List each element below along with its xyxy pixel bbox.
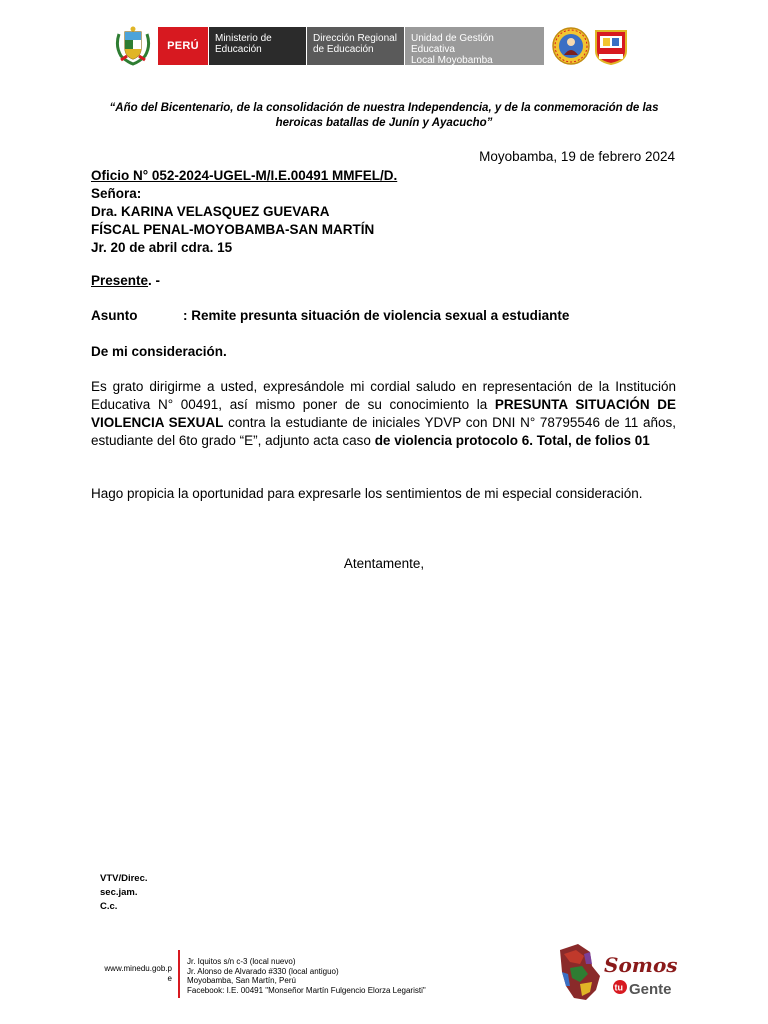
footer-address-line-1: Jr. Iquitos s/n c-3 (local nuevo)	[187, 957, 296, 966]
ref-line-3: C.c.	[100, 901, 118, 912]
somos-word: Somos	[604, 953, 678, 977]
body-paragraph-1	[91, 378, 676, 450]
ugel-label	[404, 27, 544, 65]
year-motto	[90, 101, 678, 131]
body-text-2: contra la estudiante de iniciales YDVP con DNI N° 78795546 de 11 años, estudiante del 6to grado “E”, adjunto acta caso	[91, 415, 677, 448]
motto-line-2: heroicas batallas de Junín y Ayacucho”	[275, 117, 493, 129]
presente-suffix: . -	[148, 273, 161, 288]
recipient-position: FÍSCAL PENAL-MOYOBAMBA-SAN MARTÍN	[91, 222, 375, 237]
reference-initials	[100, 872, 148, 914]
school-round-logo-icon	[552, 27, 590, 65]
tu-word: tu	[614, 982, 623, 993]
footer-url-line-2: e	[167, 974, 172, 983]
subject-label: Asunto	[91, 308, 138, 323]
ministry-label	[208, 27, 306, 65]
footer-url-line-1: www.minedu.gob.p	[104, 964, 172, 973]
dre-line-1: Dirección Regional	[313, 33, 397, 44]
addressee-block	[91, 167, 397, 257]
footer-divider	[178, 950, 180, 998]
ref-line-2: sec.jam.	[100, 887, 138, 898]
footer-website	[96, 964, 172, 984]
somos-tu-gente-logo	[556, 942, 686, 1002]
letter-date: Moyobamba, 19 de febrero 2024	[479, 149, 675, 164]
body-text-1: Es grato dirigirme a usted, expresándole mi cordial saludo en representación de la Institución Educativa N° 00491, así mismo poner de su conocimiento la	[91, 379, 676, 412]
presente-label: Presente	[91, 273, 149, 288]
footer-address-line-2: Jr. Alonso de Alvarado #330 (local antiguo)	[187, 966, 339, 976]
peru-map-mosaic-icon	[560, 944, 600, 1000]
ugel-line-2: Local Moyobamba	[411, 55, 493, 66]
salutation: Señora:	[91, 186, 142, 201]
peru-coat-of-arms-icon	[113, 26, 153, 66]
footer-address-line-3: Moyobamba, San Martín, Perú	[187, 976, 296, 985]
motto-line-1: “Año del Bicentenario, de la consolidación de nuestra Independencia, y de la conmemoración de las	[109, 102, 659, 114]
footer-address-line-4: Facebook: I.E. 00491 "Monseñor Martín Fulgencio Elorza Legaristi"	[187, 985, 426, 995]
footer-address	[187, 957, 426, 995]
peru-brand: PERÚ	[158, 27, 208, 65]
ugel-line-1: Unidad de Gestión Educativa	[411, 33, 494, 55]
gente-word: Gente	[629, 981, 672, 998]
presente-line	[91, 273, 160, 288]
recipient-name: Dra. KARINA VELASQUEZ GUEVARA	[91, 204, 330, 219]
ref-line-1: VTV/Direc.	[100, 873, 148, 884]
subject-text: : Remite presunta situación de violencia sexual a estudiante	[183, 308, 570, 323]
body-highlight-2: de violencia protocolo 6. Total, de folios 01	[374, 433, 650, 448]
school-shield-logo-icon	[594, 27, 628, 65]
oficio-number: Oficio N° 052-2024-UGEL-M/I.E.00491 MMFEL/D.	[91, 168, 398, 183]
ministry-line-2: Educación	[215, 44, 262, 55]
dre-line-2: de Educación	[313, 44, 374, 55]
closing: Atentamente,	[343, 556, 425, 571]
regional-directorate-label	[306, 27, 404, 65]
body-paragraph-2: Hago propicia la oportunidad para expresarle los sentimientos de mi especial consideración.	[91, 486, 643, 501]
ministry-line-1: Ministerio de	[215, 33, 272, 44]
recipient-address: Jr. 20 de abril cdra. 15	[91, 240, 233, 255]
greeting: De mi consideración.	[91, 344, 227, 359]
body-highlight-1: PRESUNTA SITUACIÓN DE VIOLENCIA SEXUAL	[91, 397, 676, 430]
subject-line	[91, 308, 569, 323]
letterhead	[113, 26, 628, 66]
